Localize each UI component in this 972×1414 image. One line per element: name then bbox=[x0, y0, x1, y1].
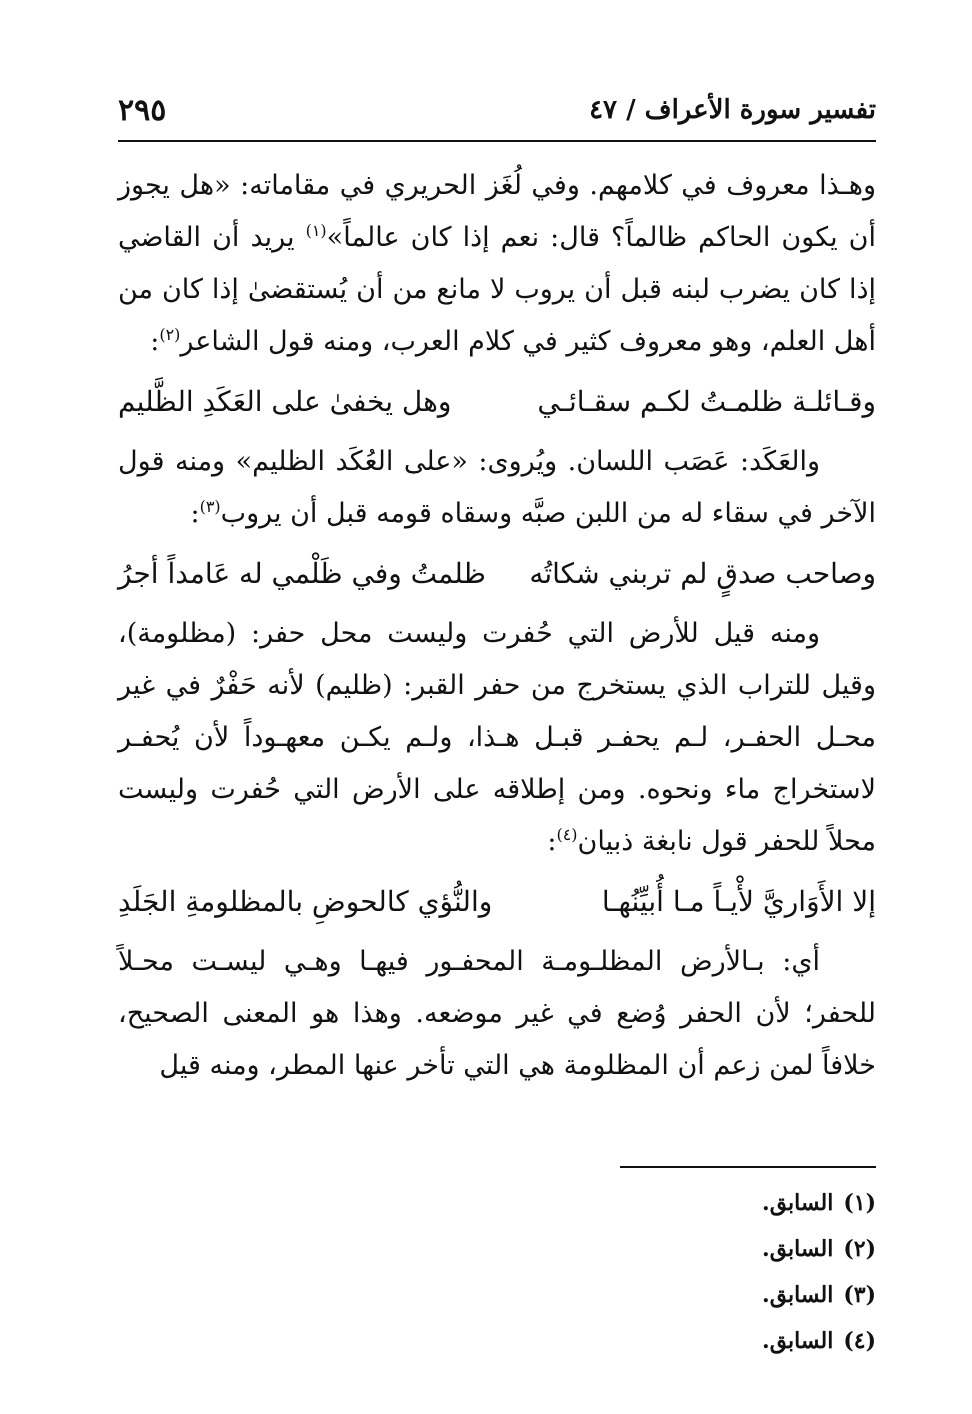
verse-2 bbox=[118, 540, 876, 608]
footnote-number: (٢) bbox=[843, 1236, 876, 1262]
paragraph-3-text-c: : bbox=[547, 826, 557, 857]
verse-1-second-hemistich: وهل يخفىٰ على العَكَدِ الظَّليم bbox=[118, 385, 452, 418]
paragraph-2-text-c: : bbox=[190, 498, 200, 529]
paragraph-1-text-a: وهـذا معروف في كلامهم. وفي لُغَز الحريري في مقاماته: «هل يجوز أن يكون الحاكم ظالماً؟ قال: نعم إذا كان عالماً» bbox=[118, 170, 876, 253]
verse-3 bbox=[118, 868, 876, 936]
header-rule bbox=[118, 140, 876, 142]
footnote-ref-1: (١) bbox=[305, 221, 327, 240]
footnote-text: السابق. bbox=[762, 1190, 834, 1216]
footnote-ref-3: (٣) bbox=[199, 497, 221, 516]
page-number: ٢٩٥ bbox=[118, 92, 167, 128]
paragraph-2 bbox=[118, 436, 876, 540]
footnote-item bbox=[600, 1180, 876, 1226]
footnote-number: (١) bbox=[843, 1190, 876, 1216]
paragraph-3-text-a: ومنه قيل للأرض التي حُفرت وليست محل حفر: (مظلومة)، وقيل للتراب الذي يستخرج من حفر القبر: (ظليم) لأنه حَفْرٌ في غير محـل الحفـر، لـم يحفـر قبـل هـذا، ولـم يكـن معهـوداً لأن يُحفـر لاستخراج ماء ونحوه. ومن إطلاقه على الأرض التي حُفرت وليست محلاً للحفر قول نابغة ذبيان bbox=[118, 618, 876, 857]
footnote-text: السابق. bbox=[762, 1236, 834, 1262]
verse-3-first-hemistich: إلا الأَوَاريَّ لأْيـاً مـا أُبيِّنُهـا bbox=[601, 885, 876, 918]
footnote-text: السابق. bbox=[762, 1328, 834, 1354]
footnote-text: السابق. bbox=[762, 1282, 834, 1308]
paragraph-4 bbox=[118, 936, 876, 1092]
verse-1-first-hemistich: وقـائلـة ظلمـتُ لكـم سقـائـي bbox=[537, 385, 876, 418]
paragraph-3 bbox=[118, 608, 876, 868]
footnote-number: (٣) bbox=[843, 1282, 876, 1308]
verse-2-second-hemistich: ظلمتُ وفي ظَلْمي له عَامداً أجرُ bbox=[118, 557, 486, 590]
paragraph-1-text-c: : bbox=[150, 326, 160, 357]
footnote-ref-2: (٢) bbox=[159, 325, 181, 344]
paragraph-1-text-b: يريد أن القاضي إذا كان يضرب لبنه قبل أن يروب لا مانع من أن يُستقضىٰ إذا كان من أهل العلم، وهو معروف كثير في كلام العرب، ومنه قول الشاعر bbox=[118, 222, 876, 357]
paragraph-1 bbox=[118, 160, 876, 368]
footnote-item bbox=[600, 1318, 876, 1364]
footnote-ref-4: (٤) bbox=[556, 825, 578, 844]
verse-2-first-hemistich: وصاحب صدقٍ لم تربني شكاتُه bbox=[529, 557, 876, 590]
paragraph-2-text-a: والعَكَد: عَصَب اللسان. ويُروى: «على العُكَد الظليم» ومنه قول الآخر في سقاء له من اللبن صبَّه وسقاه قومه قبل أن يروب bbox=[118, 446, 876, 529]
footnote-item bbox=[600, 1226, 876, 1272]
verse-1 bbox=[118, 368, 876, 436]
running-title: تفسير سورة الأعراف / ٤٧ bbox=[589, 95, 876, 125]
paragraph-4-text: أي: بـالأرض المظلـومـة المحفـور فيهـا وهـي ليسـت محـلاً للحفر؛ لأن الحفر وُضع في غير موضعه. وهذا هو المعنى الصحيح، خلافاً لمن زعم أن المظلومة هي التي تأخر عنها المطر، ومنه قيل bbox=[118, 946, 876, 1081]
footnotes bbox=[600, 1180, 876, 1364]
main-text bbox=[118, 160, 876, 1092]
footnote-number: (٤) bbox=[843, 1328, 876, 1354]
footnote-rule bbox=[620, 1166, 876, 1168]
verse-3-second-hemistich: والنُّؤي كالحوضِ بالمظلومةِ الجَلَدِ bbox=[118, 885, 493, 918]
footnote-item bbox=[600, 1272, 876, 1318]
page-header bbox=[118, 88, 876, 132]
